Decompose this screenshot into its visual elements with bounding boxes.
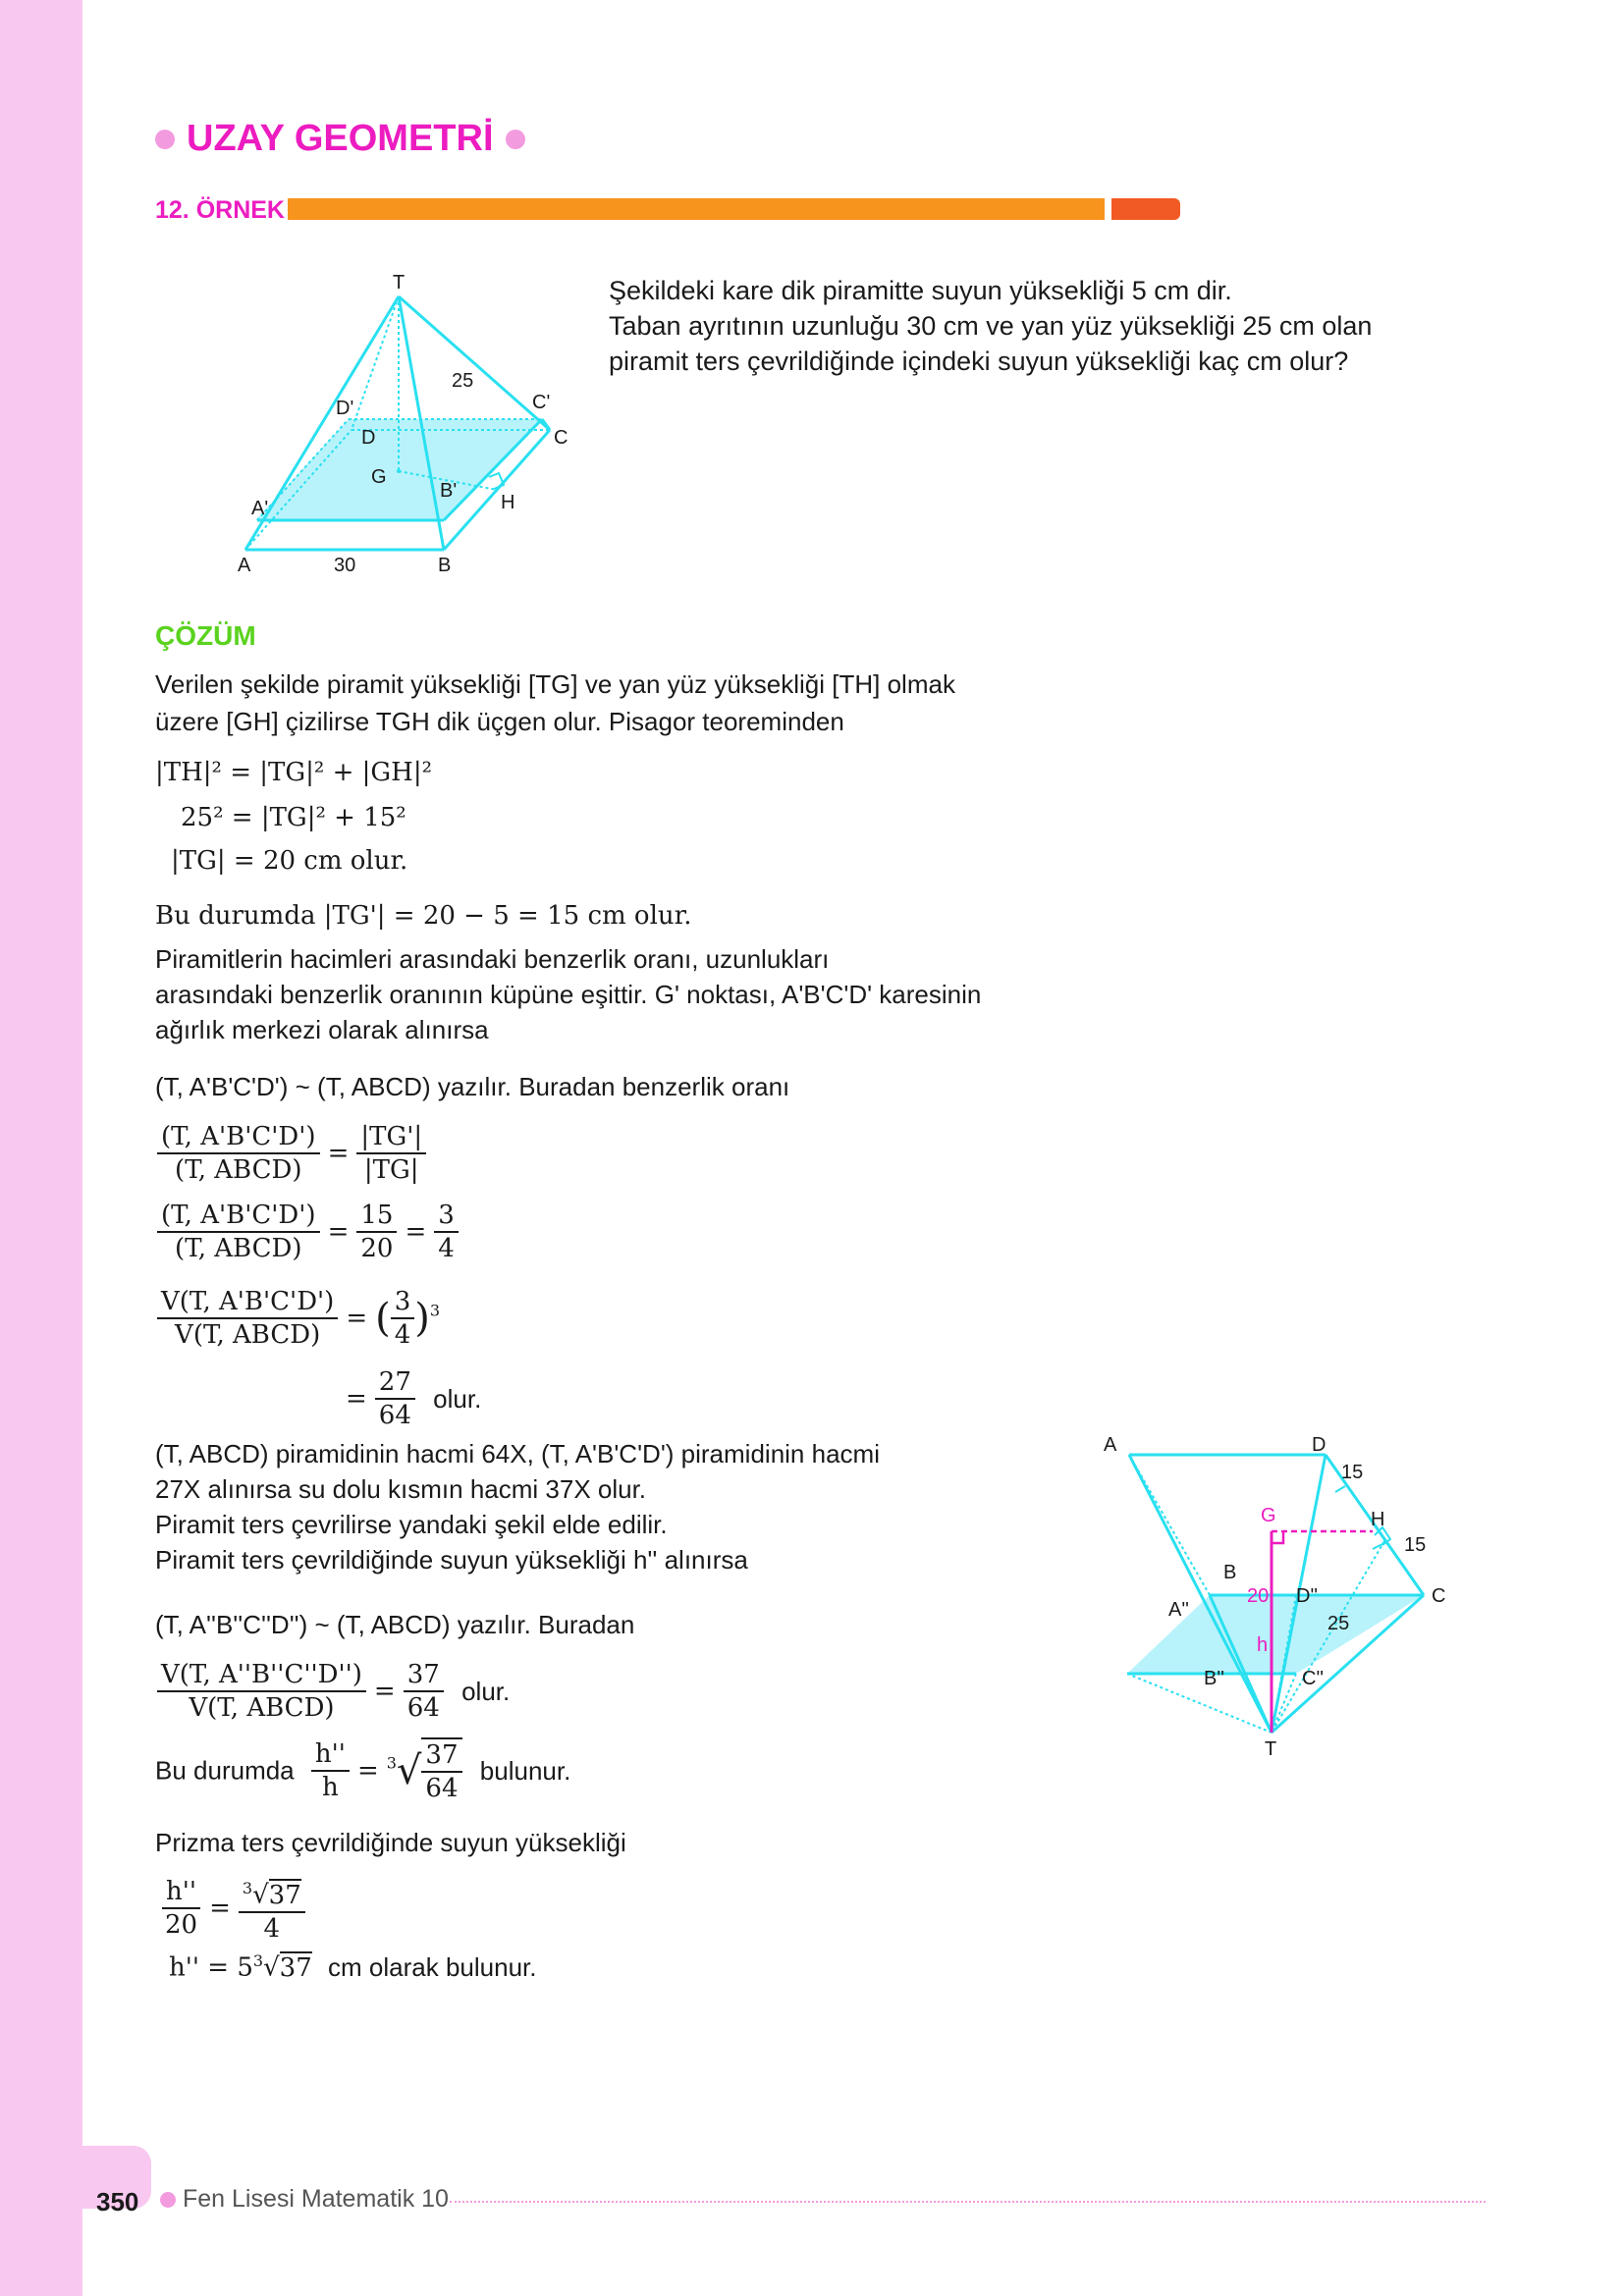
solution-paragraph: 27X alınırsa su dolu kısmın hacmi 37X olur. — [155, 1474, 647, 1504]
orange-rule — [288, 198, 1105, 220]
svg-text:G: G — [371, 466, 387, 488]
svg-text:A'': A'' — [1168, 1599, 1189, 1621]
inverted-pyramid-figure — [1100, 1433, 1453, 1757]
example-label: 12. ÖRNEK — [155, 196, 285, 224]
fraction: $\frac{(T, A'B'C'D')}{\text{(T, ABCD)}}$ — [157, 1121, 320, 1186]
volume-ratio-equation: $\frac{V(T, A'B'C'D')}{\text{V(T, ABCD)}}$ = ( $\frac{3}{4}$ )$^3$ — [157, 1286, 440, 1351]
problem-line: Taban ayrıtının uzunluğu 30 cm ve yan yüz yüksekliği 25 cm olan — [609, 311, 1373, 341]
page-number: 350 — [96, 2187, 139, 2216]
ratio-equation: $\frac{(T, A'B'C'D')}{\text{(T, ABCD)}}$ = $\frac{|TG'|}{|TG|}$ — [157, 1121, 426, 1186]
svg-text:A: A — [1104, 1434, 1117, 1456]
svg-text:G: G — [1261, 1505, 1276, 1526]
root-equation: $\frac{h''}{20}$ = $\frac{^3√37}{4}$ — [161, 1873, 305, 1945]
solution-paragraph: Piramit ters çevrilirse yandaki şekil elde edilir. — [155, 1510, 668, 1539]
equation: |TH|² = |TG|² + |GH|² — [155, 758, 433, 787]
result-equation: = $\frac{27}{64}$ olur. — [346, 1367, 482, 1430]
svg-text:20: 20 — [1247, 1585, 1270, 1607]
volume-ratio-equation: $\frac{V(T, A''B''C''D'')}{\text{V(T, ABCD)}}$ = $\frac{37}{64}$ olur. — [157, 1659, 510, 1724]
book-title: Fen Lisesi Matematik 10 — [183, 2185, 449, 2213]
solution-paragraph: ağırlık merkezi olarak alınırsa — [155, 1015, 489, 1044]
svg-text:D: D — [361, 427, 376, 449]
svg-text:T: T — [1265, 1738, 1277, 1757]
solution-paragraph: (T, ABCD) piramidinin hacmi 64X, (T, A'B'C'D') piramidinin hacmi — [155, 1439, 880, 1468]
footer-dot-icon — [160, 2192, 176, 2208]
problem-statement — [609, 273, 1453, 379]
chapter-header — [155, 118, 525, 160]
svg-text:H: H — [1371, 1509, 1385, 1530]
svg-text:D'': D'' — [1296, 1585, 1319, 1607]
solution-heading: ÇÖZÜM — [155, 620, 256, 651]
svg-text:25: 25 — [452, 370, 474, 392]
svg-text:B: B — [1223, 1562, 1237, 1583]
bullet-dot-icon — [506, 130, 525, 149]
svg-text:15: 15 — [1404, 1534, 1427, 1556]
solution-paragraph: Prizma ters çevrildiğinde suyun yüksekliği — [155, 1828, 626, 1857]
bullet-dot-icon — [155, 130, 175, 149]
svg-text:h: h — [1257, 1634, 1269, 1656]
ratio-equation: $\frac{(T, A'B'C'D')}{\text{(T, ABCD)}}$ = $\frac{15}{20}$ = $\frac{3}{4}$ — [157, 1200, 459, 1264]
solution-paragraph: arasındaki benzerlik oranının küpüne eşittir. G' noktası, A'B'C'D' karesinin — [155, 980, 982, 1009]
svg-text:30: 30 — [334, 555, 356, 576]
svg-text:A: A — [238, 555, 251, 576]
equation: 25² = |TG|² + 15² — [181, 803, 406, 832]
svg-text:A': A' — [251, 498, 269, 519]
root-equation: Bu durumda $\frac{h''}{h}$ = $^3$√ $\frac{37}{64}$ bulunur. — [155, 1739, 571, 1803]
similarity-statement: (T, A''B''C''D'') ~ (T, ABCD) yazılır. Buradan — [155, 1610, 635, 1639]
svg-text:C'': C'' — [1302, 1668, 1325, 1689]
svg-text:B': B' — [440, 480, 458, 502]
svg-text:H: H — [501, 492, 515, 513]
svg-text:15: 15 — [1341, 1462, 1364, 1483]
similarity-statement: (T, A'B'C'D') ~ (T, ABCD) yazılır. Buradan benzerlik oranı — [155, 1072, 790, 1101]
red-rule-end — [1111, 198, 1180, 220]
svg-text:B'': B'' — [1204, 1668, 1224, 1689]
footer-dotted-rule — [450, 2201, 1486, 2203]
pyramid-figure — [226, 265, 599, 589]
solution-paragraph: Piramit ters çevrildiğinde suyun yüksekliği h'' alınırsa — [155, 1545, 748, 1575]
svg-text:D: D — [1312, 1434, 1326, 1456]
problem-line: piramit ters çevrildiğinde içindeki suyun yüksekliği kaç cm olur? — [609, 347, 1349, 376]
equation: Bu durumda |TG'| = 20 − 5 = 15 cm olur. — [155, 901, 692, 931]
svg-text:T: T — [393, 272, 406, 294]
solution-paragraph: Verilen şekilde piramit yüksekliği [TG] ve yan yüz yüksekliği [TH] olmak — [155, 669, 955, 699]
fraction: $\frac{|TG'|}{|TG|}$ — [356, 1121, 426, 1186]
solution-paragraph: Piramitlerin hacimleri arasındaki benzerlik oranı, uzunlukları — [155, 944, 830, 974]
svg-text:25: 25 — [1327, 1613, 1350, 1634]
solution-paragraph: üzere [GH] çizilirse TGH dik üçgen olur. Pisagor teoreminden — [155, 707, 844, 736]
problem-line: Şekildeki kare dik piramitte suyun yüksekliği 5 cm dir. — [609, 276, 1232, 305]
equation: |TG| = 20 cm olur. — [171, 846, 408, 876]
svg-text:C': C' — [532, 392, 551, 413]
chapter-title: UZAY GEOMETRİ — [187, 118, 494, 159]
example-heading-bar — [155, 194, 1029, 226]
svg-text:C: C — [1432, 1585, 1446, 1607]
final-answer: $h'' = 5^3√37$ cm olarak bulunur. — [169, 1951, 537, 1983]
svg-text:D': D' — [336, 398, 354, 419]
left-margin-band — [0, 0, 82, 2296]
svg-text:B: B — [438, 555, 452, 576]
svg-text:C: C — [554, 427, 568, 449]
